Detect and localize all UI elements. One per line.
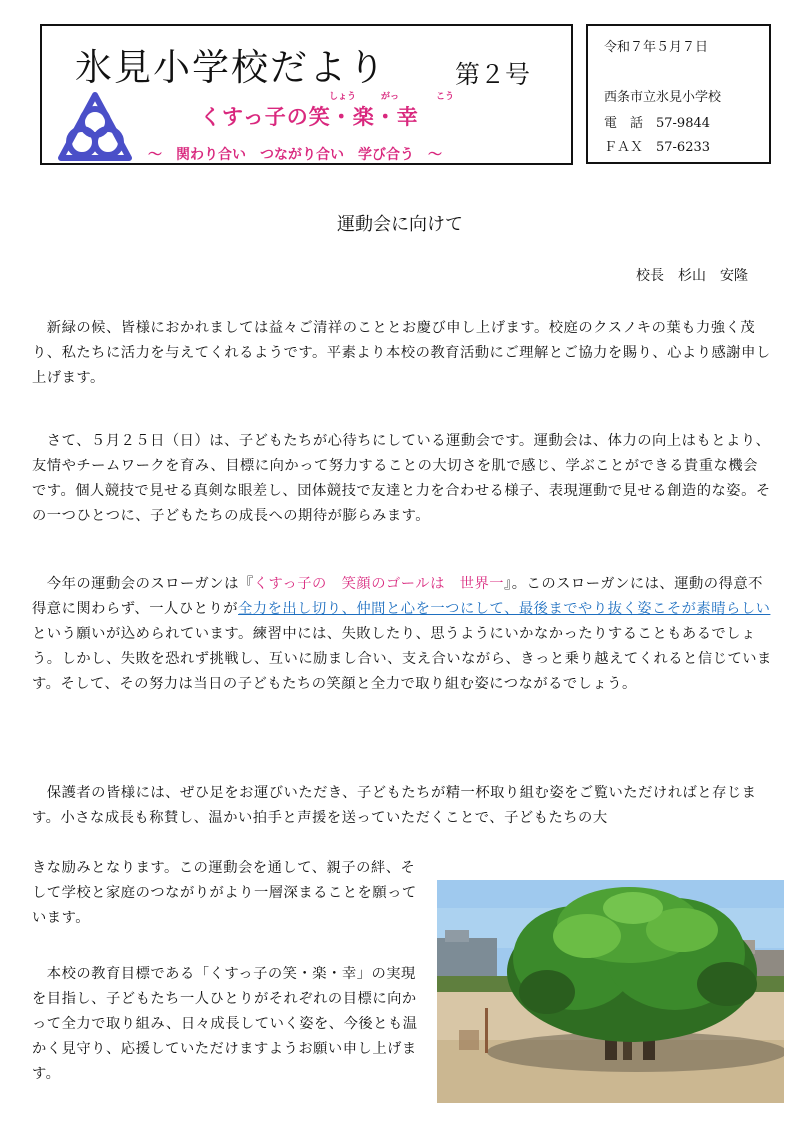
- motto-word-3: 幸: [396, 105, 419, 129]
- motto-separator: ・: [374, 105, 397, 129]
- paragraph-3-text: 』。このスローガンには、運動の得意不得意に関わらず、一人ひとりが: [32, 576, 763, 617]
- article-title: 運動会に向けて: [337, 214, 463, 235]
- issue-date: 令和７年５月７日: [604, 40, 709, 55]
- paragraph-3-text: 今年の運動会のスローガンは『: [32, 576, 254, 592]
- school-logo-icon: [56, 90, 134, 164]
- highlighted-text: 全力を出し切り、仲間と心を一つにして、最後までやり抜く姿こそが素晴らしい: [238, 601, 771, 617]
- issue-number: 第２号: [455, 60, 531, 89]
- paragraph-5: 本校の教育目標である「くすっ子の笑・楽・幸」の実現を目指し、子どもたち一人ひとりがそれぞれの目標に向かって全力で取り組み、日々成長していく姿を、今後とも温かく見守り、応援していただけますようお願い申し上げます。: [32, 966, 418, 1082]
- phone-number: 電 話 57-9844: [604, 116, 711, 131]
- newsletter-title: 氷見小学校だより: [75, 46, 387, 89]
- paragraph-2: さて、５月２５日（日）は、子どもたちが心待ちにしている運動会です。運動会は、体力の向上はもとより、友情やチームワークを育み、目標に向かって努力することの大切さを肌で感じ、学ぶことができる貴重な機会です。個人競技で見せる真剣な眼差し、団体競技で友達と力を合わせる様子、表現運動で見せる創造的な姿。その一つひとつに、子どもたちの成長への期待が膨らみます。: [32, 433, 771, 524]
- motto-word-1: 笑: [308, 105, 331, 129]
- motto-word-2: 楽: [352, 105, 375, 129]
- school-name: 西条市立氷見小学校: [604, 90, 722, 105]
- paragraph-4: 保護者の皆様には、ぜひ足をお運びいただき、子どもたちが精一杯取り組む姿をご覧いただければと存じます。小さな成長も称賛し、温かい拍手と声援を送っていただくことで、子どもたちの大: [32, 785, 757, 826]
- paragraph-3: [32, 572, 772, 697]
- paragraph-3-text: という願いが込められています。練習中には、失敗したり、思うようにいかなかったりすることもあるでしょう。しかし、失敗を恐れず挑戦し、互いに励まし合い、支え合いながら、きっと乗り越えてくれると信じています。そして、その努力は当日の子どもたちの笑顔と全力で取り組む姿につながるでしょう。: [32, 626, 772, 692]
- ruby-sho: しょう: [329, 92, 357, 102]
- ruby-ga: がっ: [381, 92, 400, 102]
- motto-separator: ・: [330, 105, 353, 129]
- paragraph-1: 新緑の候、皆様におかれましては益々ご清祥のこととお慶び申し上げます。校庭のクスノキの葉も力強く茂り、私たちに活力を与えてくれるようです。平素より本校の教育活動にご理解とご協力を賜り、心より感謝申し上げます。: [32, 320, 771, 386]
- school-motto: [200, 101, 419, 131]
- motto-prefix: くすっ子の: [200, 105, 309, 129]
- paragraph-4-continued: きな励みとなります。この運動会を通して、親子の絆、そして学校と家庭のつながりがより一層深まることを願っています。: [32, 860, 417, 926]
- article-author: 校長 杉山 安隆: [636, 268, 748, 284]
- camphor-tree-photo: [437, 880, 784, 1103]
- fax-number: ＦＡＸ 57-6233: [604, 140, 711, 155]
- slogan-text: くすっ子の 笑顔のゴールは 世界一: [253, 576, 505, 592]
- school-info-box: [586, 24, 771, 164]
- ruby-ko: こう: [436, 92, 455, 102]
- sub-motto: ～ 関わり合い つながり合い 学び合う ～: [148, 147, 442, 163]
